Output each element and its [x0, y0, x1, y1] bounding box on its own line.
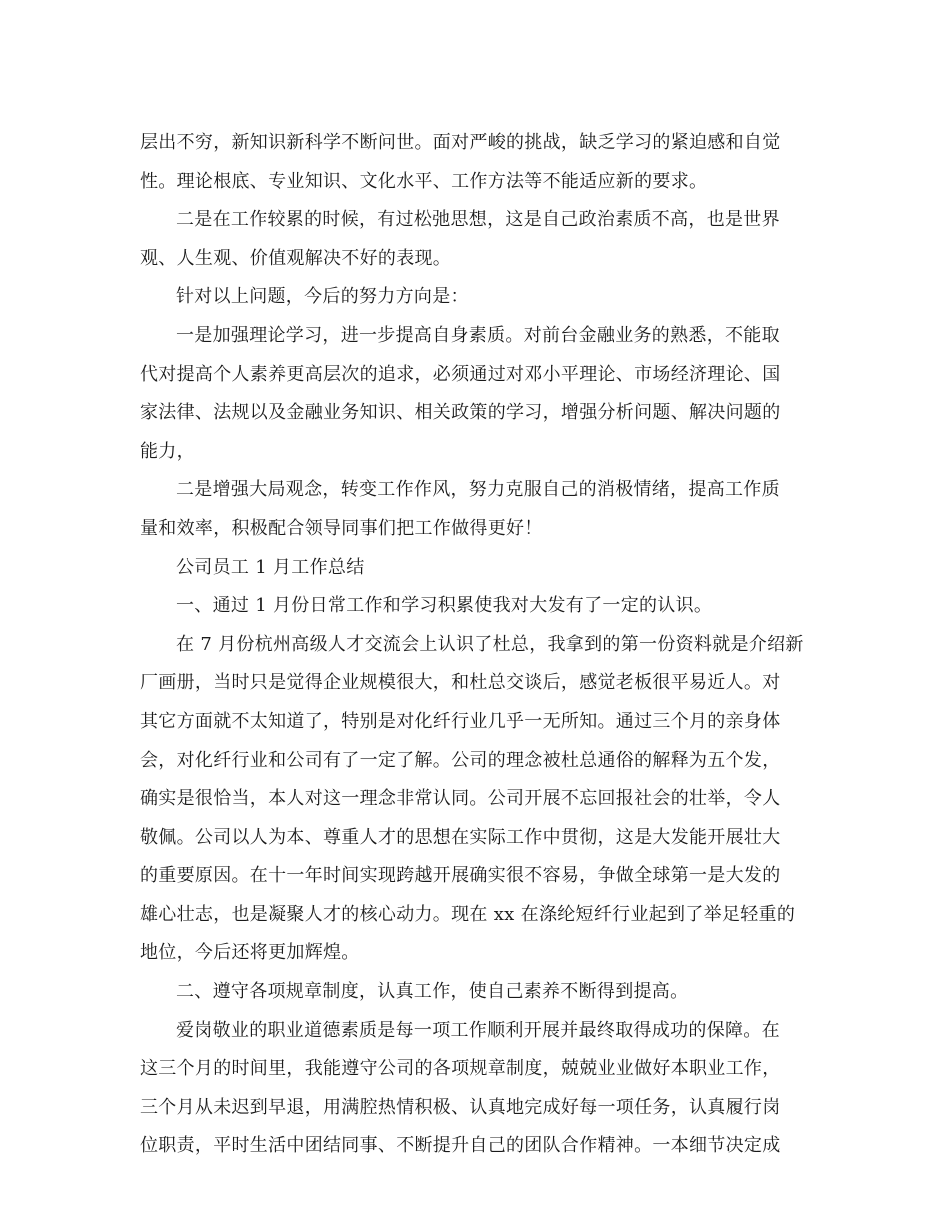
document-body [140, 124, 812, 1166]
text-line: 其它方面就不太知道了，特别是对化纤行业几乎一无所知。通过三个月的亲身体 [140, 710, 781, 732]
text-line: 三个月从未迟到早退，用满腔热情积极、认真地完成好每一项任务，认真履行岗 [140, 1096, 781, 1118]
text-line: 位职责，平时生活中团结同事、不断提升自己的团队合作精神。一本细节决定成 [140, 1135, 781, 1157]
text-line: 观、人生观、价值观解决不好的表现。 [140, 247, 452, 269]
text-line: 的重要原因。在十一年时间实现跨越开展确实很不容易，争做全球第一是大发的 [140, 865, 781, 887]
text-line: 代对提高个人素养更高层次的追求，必须通过对邓小平理论、市场经济理论、国 [140, 363, 781, 385]
text-line: 性。理论根底、专业知识、文化水平、工作方法等不能适应新的要求。 [140, 170, 708, 192]
text-line: 地位，今后还将更加辉煌。 [140, 942, 360, 964]
text-line: 雄心壮志，也是凝聚人才的核心动力。现在 xx 在涤纶短纤行业起到了举足轻重的 [140, 903, 796, 925]
text-line: 确实是很恰当，本人对这一理念非常认同。公司开展不忘回报社会的壮举，令人 [140, 788, 781, 810]
paragraph-start-line: 二是增强大局观念，转变工作作风，努力克服自己的消极情绪，提高工作质 [176, 479, 780, 501]
text-line: 厂画册，当时只是觉得企业规模很大，和杜总交谈后，感觉老板很平易近人。对 [140, 672, 781, 694]
text-line: 这三个月的时间里，我能遵守公司的各项规章制度，兢兢业业做好本职业工作， [140, 1058, 781, 1080]
section-title: 公司员工 1 月工作总结 [176, 556, 365, 578]
paragraph-start-line: 针对以上问题，今后的努力方向是： [176, 286, 469, 308]
paragraph-start-line: 一是加强理论学习，进一步提高自身素质。对前台金融业务的熟悉，不能取 [176, 324, 780, 346]
text-line: 家法律、法规以及金融业务知识、相关政策的学习，增强分析问题、解决问题的 [140, 402, 781, 424]
text-line: 层出不穷，新知识新科学不断问世。面对严峻的挑战，缺乏学习的紧迫感和自觉 [140, 132, 781, 153]
text-line: 敬佩。公司以人为本、尊重人才的思想在实际工作中贯彻，这是大发能开展壮大 [140, 826, 781, 848]
text-line: 能力， [140, 440, 195, 462]
paragraph-start-line: 爱岗敬业的职业道德素质是每一项工作顺利开展并最终取得成功的保障。在 [176, 1019, 780, 1041]
section-heading: 一、通过 1 月份日常工作和学习积累使我对大发有了一定的认识。 [176, 595, 713, 617]
paragraph-start-line: 在 7 月份杭州高级人才交流会上认识了杜总，我拿到的第一份资料就是介绍新 [176, 633, 804, 655]
text-line: 量和效率，积极配合领导同事们把工作做得更好！ [140, 517, 543, 539]
paragraph-start-line: 二是在工作较累的时候，有过松弛思想，这是自己政治素质不高，也是世界 [176, 209, 780, 231]
text-line: 会，对化纤行业和公司有了一定了解。公司的理念被杜总通俗的解释为五个发， [140, 749, 781, 771]
section-heading: 二、遵守各项规章制度，认真工作，使自己素养不断得到提高。 [176, 981, 689, 1003]
